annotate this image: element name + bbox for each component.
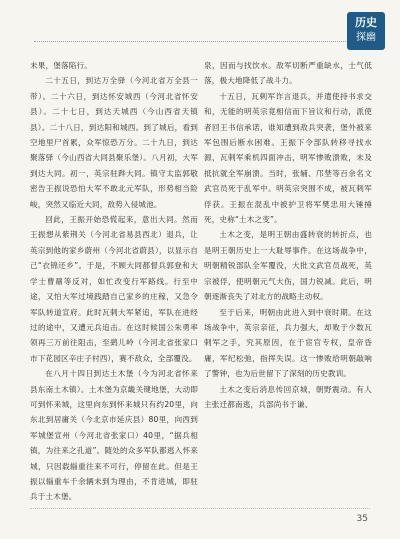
left-paragraph-4: 在八月十四日到达土木堡（今为河北省怀来县东南土木镇）。土木堡为京畿关键地堡，大动即可到怀来城，这里向东到怀来城只有约20里，向东北到居庸关（今北京市延庆县）80里，向西到军城堡宣州（今河北省张家口）40里，“据兵相镇，为往来之孔道”。随处的众多军队都逃入怀来城，只因载辎重往来不可行，停留在此。但是王振以辎重车千余辆未到为理由，不肯进城，即驻兵于土木堡。 — [30, 369, 198, 502]
left-paragraph-3: 回此，王振开始恐慌起来，意出大同。然而王振想从紫荆关（今河北省易县西北）退兵，让英宗到他的家乡蔚州（今河北省蔚县），以显示自己“衣锦还乡”。于是，不顾大同都督兵郭登和大学士曹鼐等反对，如忙改变行军路线。行至中途，又怕大军过境践踏自己家乡的庄稼，又急令军队转道宣府。此时瓦剌大军紧追，军队在进经过的途中，又遭元兵追击。在这时候国公朱勇率领再三万前往阻击，至鹞儿岭（今河北省张家口市下花园区辛庄子村西），赛不敌众，全部覆没。 — [30, 215, 198, 363]
left-paragraph-2: 二十五日，到达万全驿（今河北省万全县一带）。二十六日，到达怀安城西（今河北省怀安县）。二十七日，到达天城西（今山西省天镇县）。二十八日，到达阳和城西。到了城后，看到空地里尸首累，众军惊恐万分。二十九日，到达聚落驿（今山西省大同县聚乐堡）。八月初，大军到达大同。初一，英宗驻跸大同。镇守太监郭敬密告王振说恐怕大军不敢北元军队，形势相当险峻，突然又临近大同，敌势入侵城池。 — [30, 76, 198, 209]
right-paragraph-2: 十五日，瓦剌军诈言退兵，并遣使持书求交和，无能的明英宗竟相信而下旨议和行动，派使者回王书信承诺，谁知遭到敌兵突袭，堡外被来军包围后断水困难。王振下令部队转移寻找水源，瓦剌军乘机四面冲击，明军惨败溃败，未及抵抗就全军崩溃。当时，张辅、邝埜等百余名文武官员死于乱军中。明英宗突围不成，被瓦剌军俘获。王振在混乱中被护卫将军樊忠用大锤捶死，史称“土木之变”。 — [204, 91, 372, 225]
footer-divider — [30, 508, 370, 509]
right-paragraph-3: 土木之变，是明王朝由盛转衰的转折点，也是明王朝历史上一大耻辱事件。在这场战争中，明朝精锐部队全军覆没，大批文武官员战死，英宗被俘，使明朝元气大伤，国力锐减。此后，明朝逐渐丧失了对北方的战略主动权。 — [204, 230, 372, 302]
badge-line-2: 探幽 — [356, 32, 376, 43]
right-column — [204, 58, 372, 412]
section-badge — [347, 12, 385, 50]
right-paragraph-1: 泉，因而与找饮水。敌军切断严重缺水，士气低落，极大地降低了战斗力。 — [204, 61, 372, 86]
badge-line-1: 历史 — [355, 16, 377, 29]
right-paragraph-5: 土木之变后消息传回京城，朝野震动。有人主张迁都南逃，兵部尚书于谦、 — [204, 384, 372, 409]
header-divider — [34, 41, 348, 42]
left-paragraph-1: 未果，堡落陷行。 — [30, 61, 92, 70]
right-paragraph-4: 至于后来，明朝由此进入到中衰时期。在这场战争中，英宗亲征，兵力强大，却败于少数瓦剌军之手，究其原因，在于宦官专权，皇帝昏庸，军纪松弛，指挥失误。这一惨败给明朝敲响了警钟，也为后世留下了深刻的历史教训。 — [204, 307, 372, 379]
left-column — [30, 58, 198, 505]
page-number: 35 — [356, 514, 368, 524]
